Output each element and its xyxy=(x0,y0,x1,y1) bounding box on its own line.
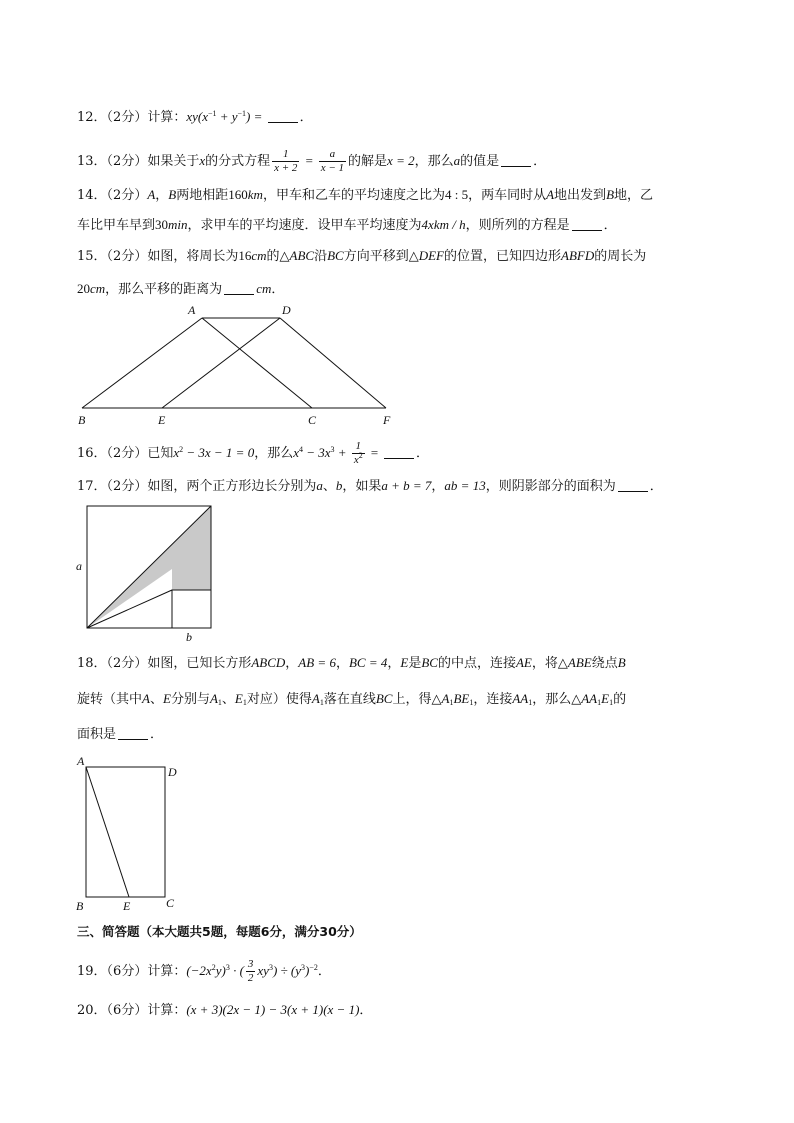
q17-t1: ，如果 xyxy=(342,479,382,494)
q18-l2-g: ，那么△ xyxy=(532,692,582,707)
q13-end: ． xyxy=(533,154,547,169)
q16-fraction xyxy=(352,440,365,467)
q15-line-ED xyxy=(162,318,280,408)
q14-distance: 160 xyxy=(228,187,248,202)
q17-label-a: a xyxy=(76,559,82,573)
q12-sup-1: −1 xyxy=(207,109,217,118)
q18-e1: AB = 6 xyxy=(298,655,336,670)
q16-f-denominator xyxy=(352,451,365,467)
q14-B2: B xyxy=(606,187,615,202)
q15-label-D: D xyxy=(282,303,291,317)
q15-answer-blank xyxy=(224,282,254,295)
q18-A1-sub: 1 xyxy=(217,698,222,707)
q18-label-D: D xyxy=(168,765,177,779)
q17-small-square xyxy=(172,590,211,628)
q12-end: ． xyxy=(299,110,313,125)
q18-l2-c: 对应）使得 xyxy=(246,692,312,707)
q13-f2-denominator: x − 1 xyxy=(320,162,345,174)
q18-sep1: ， xyxy=(285,656,299,671)
q19-e2: y) xyxy=(215,963,226,978)
question-19 xyxy=(77,958,331,985)
q18-tri2: AA xyxy=(581,691,598,706)
q13-f2-numerator: a xyxy=(319,148,346,162)
q19-s5: 3 xyxy=(301,963,306,972)
q19-e3: · ( xyxy=(229,963,244,978)
q20-text: 20．（6分）计算： xyxy=(77,1003,187,1018)
q14-t4: 地出发到 xyxy=(554,188,607,203)
q15-label-E: E xyxy=(158,413,166,427)
q18-tri1b-sub: 1 xyxy=(469,698,474,707)
q16-e3: x xyxy=(293,445,299,460)
q18-BC: BC xyxy=(421,655,438,670)
q16-f-den-exp: 2 xyxy=(358,451,363,460)
q15-ABFD: ABFD xyxy=(561,248,595,263)
q16-s1: 2 xyxy=(179,445,184,454)
q14-30: 30 xyxy=(155,217,169,232)
q14-A2: A xyxy=(546,187,555,202)
q17-text: 17．（2分）如图，两个正方形边长分别为 xyxy=(77,479,317,494)
q15-cm1: cm xyxy=(251,248,267,263)
q17-label-b: b xyxy=(186,630,192,644)
q15-l1-b: 的△ xyxy=(266,249,290,264)
q14-sep: ， xyxy=(155,188,169,203)
q15-20: 20 xyxy=(77,281,90,296)
q14-t2: ，甲车和乙车的平均速度之比为 xyxy=(262,188,445,203)
q14-end: ． xyxy=(603,218,617,233)
q17-d1: 、 xyxy=(322,479,336,494)
q15-label-F: F xyxy=(383,413,391,427)
q18-tri2-sub: 1 xyxy=(597,698,602,707)
q12-text: 12．（2分）计算： xyxy=(77,110,187,125)
q16-t1: ，那么 xyxy=(254,446,294,461)
q18-l2-a: 旋转（其中 xyxy=(77,692,143,707)
q18-ABCD: ABCD xyxy=(251,655,286,670)
q19-e1: (−2x xyxy=(186,963,212,978)
question-18-line-2 xyxy=(77,690,626,709)
question-13 xyxy=(77,148,546,175)
q18-E2: E xyxy=(162,691,171,706)
question-18-line-3 xyxy=(77,726,163,744)
q18-AA: AA xyxy=(512,691,529,706)
q18-l2-h: 的 xyxy=(613,692,627,707)
q18-answer-blank xyxy=(118,727,148,740)
q17-answer-blank xyxy=(618,479,648,492)
q16-s4: 3 xyxy=(330,445,335,454)
q13-answer-blank xyxy=(501,154,531,167)
q15-l1-d: 方向平移到△ xyxy=(343,249,419,264)
q19-s6: −2 xyxy=(309,963,318,972)
q12-expr-b: + y xyxy=(216,109,238,124)
q18-d2: 、 xyxy=(221,692,235,707)
q15-cm3: cm xyxy=(256,281,272,296)
q13-fraction-1 xyxy=(272,148,299,175)
q14-number: 14．（2分） xyxy=(77,188,148,203)
q18-AA-sub: 1 xyxy=(528,698,533,707)
q17-e1: a + b = 7 xyxy=(381,478,432,493)
q14-B: B xyxy=(168,187,177,202)
q15-cm2: cm xyxy=(90,281,106,296)
question-15-line-1 xyxy=(77,247,646,266)
question-18-line-1 xyxy=(77,654,626,673)
q14-l2-c: ，则所列的方程是 xyxy=(465,218,570,233)
q14-A: A xyxy=(147,187,156,202)
q18-line-AE xyxy=(86,767,129,897)
q14-answer-blank xyxy=(572,218,602,231)
q18-l2-d: 落在直线 xyxy=(323,692,376,707)
q17-a: a xyxy=(316,478,323,493)
q16-text: 16．（2分）已知 xyxy=(77,446,174,461)
q13-var-x: x xyxy=(199,153,206,168)
question-16 xyxy=(77,440,429,467)
q13-f1-denominator: x + 2 xyxy=(274,162,298,174)
q20-end: ． xyxy=(359,1003,373,1018)
q17-figure xyxy=(70,500,220,645)
q14-min: min xyxy=(168,217,188,232)
q13-text: 13．（2分）如果关于 xyxy=(77,154,200,169)
q18-sep2: ， xyxy=(335,656,349,671)
q13-f1-numerator: 1 xyxy=(272,148,299,162)
q19-e6: ) xyxy=(305,963,310,978)
q16-end: ． xyxy=(416,446,430,461)
q19-fraction xyxy=(246,958,256,985)
q18-l1-d: ，将△ xyxy=(531,656,568,671)
q15-l1-e: 的位置，已知四边形 xyxy=(443,249,561,264)
q14-km: km xyxy=(247,187,263,202)
q14-t3: ，两车同时从 xyxy=(468,188,547,203)
q18-l2-e: 上，得△ xyxy=(392,692,442,707)
q18-BC2: BC xyxy=(375,691,393,706)
q18-l1-a: 18．（2分）如图，已知长方形 xyxy=(77,656,252,671)
q18-tri2b: E xyxy=(601,691,610,706)
q20-expr: (x + 3)(2x − 1) − 3(x + 1)(x − 1) xyxy=(186,1002,360,1017)
q18-E1: E xyxy=(234,691,243,706)
q18-sep3: ， xyxy=(387,656,401,671)
q18-l2-b: 分别与 xyxy=(170,692,210,707)
q19-s1: 2 xyxy=(211,963,216,972)
q14-l2-b: ，求甲车的平均速度．设甲车平均速度为 xyxy=(187,218,422,233)
q18-B: B xyxy=(617,655,626,670)
q13-fraction-2 xyxy=(319,148,346,175)
q19-e5: ) ÷ (y xyxy=(272,963,302,978)
q14-ratio: 4 : 5 xyxy=(444,187,469,202)
q18-tri1b: BE xyxy=(453,691,470,706)
q19-s2: 3 xyxy=(225,963,230,972)
q19-f-numerator: 3 xyxy=(247,958,254,970)
q12-answer-blank xyxy=(268,110,298,123)
q18-A1b: A xyxy=(311,691,320,706)
q13-equals: = xyxy=(301,153,317,168)
q14-speed-unit: km / h xyxy=(433,217,466,232)
q18-d1: 、 xyxy=(149,692,163,707)
q18-tri2b-sub: 1 xyxy=(609,698,614,707)
q15-BC: BC xyxy=(327,248,344,263)
q17-end: ． xyxy=(649,479,663,494)
q15-DEF: DEF xyxy=(418,248,444,263)
q18-rectangle xyxy=(86,767,165,897)
q18-AE: AE xyxy=(515,655,532,670)
q18-label-C: C xyxy=(166,896,175,910)
q16-e2: − 3x − 1 = 0 xyxy=(183,445,255,460)
q12-expr-a: xy(x xyxy=(186,109,208,124)
q15-end: ． xyxy=(271,282,285,297)
q16-e1: x xyxy=(173,445,180,460)
q16-e6: = xyxy=(366,445,382,460)
q13-solution: x = 2 xyxy=(387,153,415,168)
q18-l2-f: ，连接 xyxy=(473,692,513,707)
q14-t5: 地，乙 xyxy=(614,188,654,203)
q18-A1b-sub: 1 xyxy=(319,698,324,707)
question-14-line-2 xyxy=(77,216,617,235)
q18-figure xyxy=(70,752,190,914)
q15-16: 16 xyxy=(238,248,252,263)
q15-ABC: ABC xyxy=(289,248,315,263)
q17-e2: ab = 13 xyxy=(444,478,486,493)
q16-f-den-base: x xyxy=(353,454,359,466)
q15-l1-a: 15．（2分）如图，将周长为 xyxy=(77,249,239,264)
q18-l1-e: 绕点 xyxy=(591,656,618,671)
q18-E: E xyxy=(400,655,409,670)
q14-speed: 4x xyxy=(421,217,434,232)
question-12 xyxy=(77,108,313,127)
q16-f-numerator: 1 xyxy=(352,440,365,454)
q12-sup-2: −1 xyxy=(237,109,247,118)
q17-t2: ，则阴影部分的面积为 xyxy=(485,479,616,494)
question-17 xyxy=(77,477,663,496)
q18-A: A xyxy=(142,691,150,706)
q18-label-B: B xyxy=(76,899,84,913)
q13-text-4: 的值是 xyxy=(460,154,500,169)
q15-l1-c: 沿 xyxy=(314,249,328,264)
q19-f-denominator: 2 xyxy=(247,972,254,984)
q19-end: ． xyxy=(317,964,331,979)
section-3-heading: 三、简答题（本大题共5题，每题6分，满分30分） xyxy=(77,924,362,939)
q14-t1: 两地相距 xyxy=(176,188,229,203)
q17-b: b xyxy=(335,478,343,493)
q18-label-A: A xyxy=(77,754,85,768)
q18-l1-b: 是 xyxy=(408,656,422,671)
q13-text-2: 的解是 xyxy=(348,154,388,169)
q15-l1-f: 的周长为 xyxy=(594,249,647,264)
q18-l1-c: 的中点，连接 xyxy=(437,656,516,671)
q16-answer-blank xyxy=(384,446,414,459)
q18-E1-sub: 1 xyxy=(242,698,247,707)
q18-e2: BC = 4 xyxy=(348,655,388,670)
q18-ABE: ABE xyxy=(567,655,592,670)
q13-var-a: a xyxy=(453,153,461,168)
q15-l2-b: ，那么平移的距离为 xyxy=(105,282,223,297)
q15-line-BA xyxy=(82,318,202,408)
q18-label-E: E xyxy=(123,899,131,913)
q15-label-B: B xyxy=(78,413,86,427)
q18-l3: 面积是 xyxy=(77,727,117,742)
q18-end: ． xyxy=(150,727,164,742)
question-14-line-1 xyxy=(77,186,653,205)
q15-figure xyxy=(70,300,410,432)
question-15-line-2 xyxy=(77,280,284,299)
q13-text-1: 的分式方程 xyxy=(205,154,271,169)
q18-tri1-sub: 1 xyxy=(449,698,454,707)
q19-s4: 3 xyxy=(268,963,273,972)
q15-label-C: C xyxy=(308,413,317,427)
q13-text-3: ，那么 xyxy=(414,154,454,169)
q19-e4: xy xyxy=(257,963,269,978)
q15-label-A: A xyxy=(188,303,196,317)
q19-text: 19．（6分）计算： xyxy=(77,964,187,979)
q16-e5: + xyxy=(334,445,350,460)
q17-sep: ， xyxy=(431,479,445,494)
q18-tri1: A xyxy=(441,691,450,706)
q16-s3: 4 xyxy=(299,445,303,454)
q14-l2-a: 车比甲车早到 xyxy=(77,218,156,233)
q16-e4: − 3x xyxy=(303,445,331,460)
q18-A1: A xyxy=(209,691,218,706)
question-20 xyxy=(77,1001,372,1020)
q12-expr-c: ) = xyxy=(246,109,266,124)
